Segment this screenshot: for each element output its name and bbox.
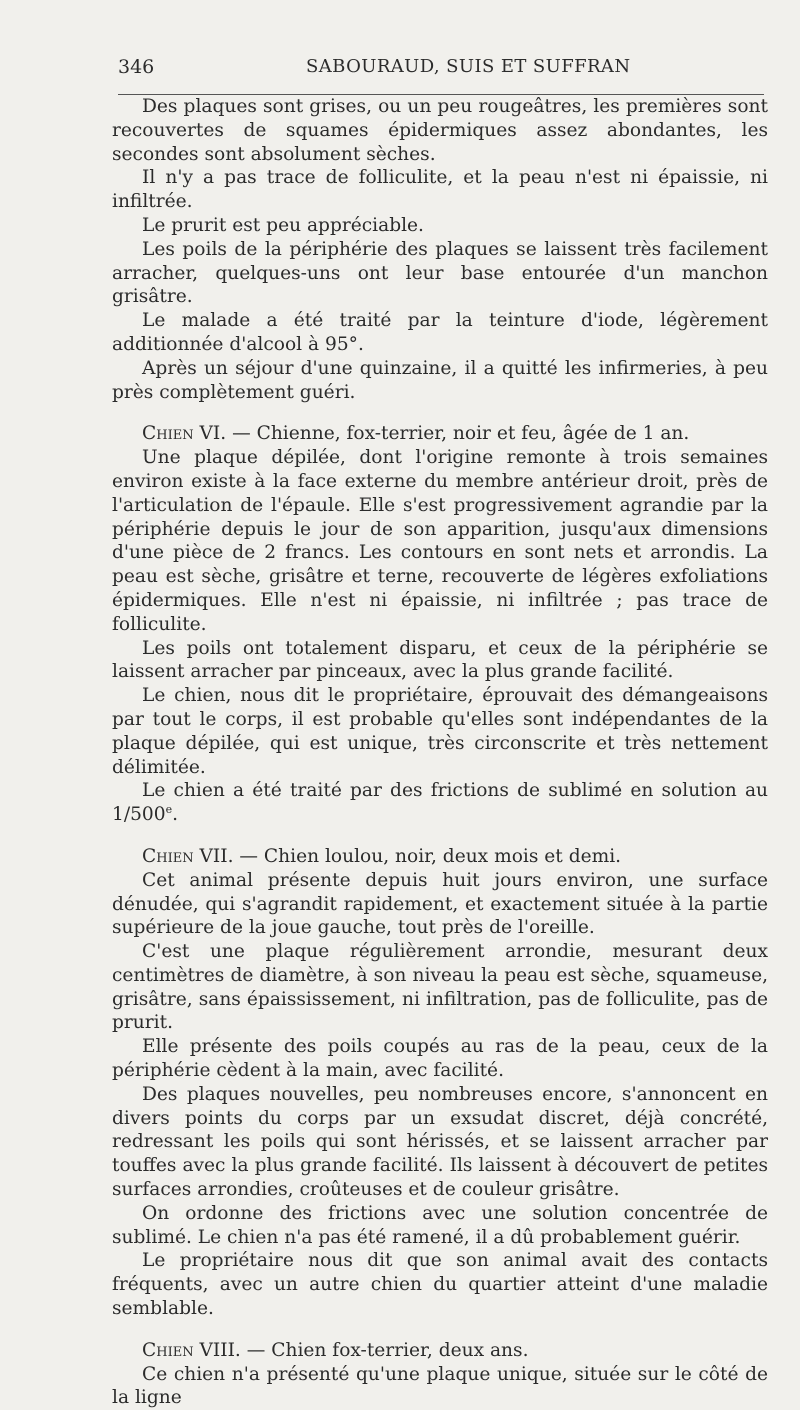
paragraph: Le prurit est peu appréciable.: [142, 214, 424, 236]
paragraph: Une plaque dépilée, dont l'origine remonte à trois semaines environ existe à la face externe du membre antérieur droit, près de l'articulation de l'épaule. Elle s'est progressivement agrandie par la périphérie depuis le jour de son apparition, jusqu'aux dimensions d'une pièce de 2 francs. Les contours en sont nets et arrondis. La peau est sèche, grisâtre et terne, recouverte de légères exfoliations épidermiques. Elle n'est ni épaissie, ni infiltrée ; pas trace de folliculite.: [112, 447, 768, 635]
running-title: SABOURAUD, SUIS ET SUFFRAN: [306, 56, 631, 77]
page-number: 346: [118, 56, 155, 78]
paragraph: Le chien a été traité par des frictions de sublimé en solution au 1/500e.: [112, 780, 768, 826]
paragraph: Cet animal présente depuis huit jours environ, une surface dénudée, qui s'agrandit rapidement, et exactement située à la partie supérieure de la joue gauche, tout près de l'oreille.: [112, 869, 768, 939]
paragraph: Elle présente des poils coupés au ras de la peau, ceux de la périphérie cèdent à la main, avec facilité.: [112, 1036, 768, 1082]
paragraph: Le chien, nous dit le propriétaire, éprouvait des démangeaisons par tout le corps, il est probable qu'elles sont indépendantes de la plaque dépilée, qui est unique, très circonscrite et très nettement délimitée.: [112, 685, 768, 778]
paragraph: Le malade a été traité par la teinture d'iode, légèrement additionnée d'alcool à 95°.: [112, 310, 768, 355]
paragraph: Il n'y a pas trace de folliculite, et la peau n'est ni épaissie, ni infiltrée.: [112, 167, 768, 213]
case-label: Chien VIII.: [142, 1339, 241, 1361]
paragraph: Le propriétaire nous dit que son animal avait des contacts fréquents, avec un autre chien du quartier atteint d'une maladie semblable.: [112, 1250, 768, 1320]
paragraph: C'est une plaque régulièrement arrondie, mesurant deux centimètres de diamètre, à son niveau la peau est sèche, squameuse, grisâtre, sans épaississement, ni infiltration, pas de folliculite, pas de prurit.: [112, 941, 768, 1034]
paragraph: On ordonne des frictions avec une solution concentrée de sublimé. Le chien n'a pas été ramené, il a dû probablement guérir.: [112, 1202, 768, 1248]
case-label: Chien VI.: [142, 423, 227, 445]
paragraph: Ce chien n'a présenté qu'une plaque unique, située sur le côté de la ligne: [112, 1363, 768, 1409]
body-text: [112, 95, 768, 1410]
case-heading-chien-vii: Chien VII. — Chien loulou, noir, deux mois et demi.: [142, 845, 622, 867]
case-heading-chien-viii: Chien VIII. — Chien fox-terrier, deux ans.: [142, 1339, 529, 1361]
paragraph: Des plaques sont grises, ou un peu rougeâtres, les premières sont recouvertes de squames épidermiques assez abondantes, les secondes sont absolument sèches.: [112, 96, 768, 165]
page-header: [118, 56, 764, 82]
case-label: Chien VII.: [142, 845, 234, 867]
paragraph: Les poils ont totalement disparu, et ceux de la périphérie se laissent arracher par pinceaux, avec la plus grande facilité.: [112, 637, 768, 683]
paragraph: Des plaques nouvelles, peu nombreuses encore, s'annoncent en divers points du corps par un exsudat discret, déjà concrété, redressant les poils qui sont hérissés, et se laissent arracher par touffes avec la plus grande facilité. Ils laissent à découvert de petites surfaces arrondies, croûteuses et de couleur grisâtre.: [112, 1083, 768, 1201]
paragraph: Les poils de la périphérie des plaques se laissent très facilement arracher, quelques-uns ont leur base entourée d'un manchon grisâtre.: [112, 238, 768, 308]
paragraph: Après un séjour d'une quinzaine, il a quitté les infirmeries, à peu près complètement guéri.: [112, 357, 768, 403]
case-heading-chien-vi: Chien VI. — Chienne, fox-terrier, noir et feu, âgée de 1 an.: [142, 423, 690, 445]
